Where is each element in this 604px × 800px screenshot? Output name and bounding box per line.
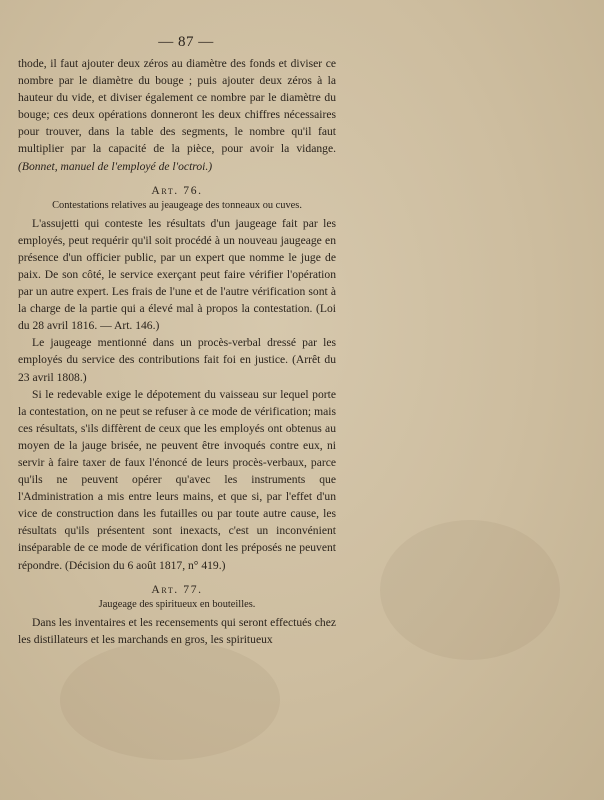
article-76-paragraph-3: Si le redevable exige le dépotement du vaisseau sur lequel porte la contestation, on ne peut se refuser à ce mode de vérification; mais ces résultats, s'ils diffèrent de ceux que les employés ont obtenus au moyen de la jauge brisée, ne peuvent être invoqués contre eux, ni servir à faire taxer de faux l'énoncé de leurs procès-verbaux, parce qu'ils ne peuvent opérer qu'avec les instruments que l'Administration a mis entre leurs mains, et que si, par l'effet d'un vice de construction dans les futailles ou par toute autre cause, les résultats qu'ils présentent sont inexacts, c'est un inconvénient inséparable de ce mode de vérification dont les préposés ne peuvent répondre. (Décision du 6 août 1817, n° 419.): [18, 387, 336, 572]
article-77-heading: Art. 77.: [151, 582, 203, 596]
paper-stain: [380, 520, 560, 660]
article-77-paragraph-1: Dans les inventaires et les recensements qui seront effectués chez les distillateurs et les marchands en gros, les spiritueux: [18, 615, 336, 646]
article-77-subtitle: Jaugeage des spiritueux en bouteilles.: [98, 598, 256, 610]
article-76-subtitle: Contestations relatives au jeaugeage des tonneaux ou cuves.: [52, 199, 302, 211]
article-76-heading: Art. 76.: [151, 183, 203, 197]
paper-stain: [60, 640, 280, 760]
article-76-paragraph-1: L'assujetti qui conteste les résultats d'un jaugeage fait par les employés, peut requérir qu'il soit procédé à un nouveau jaugeage en présence d'un officier public, par un expert que nomme le juge de paix. De son côté, le service exerçant peut faire vérifier l'opération par un autre expert. Les frais de l'une et de l'autre vérification sont à la charge de la partie qui a élevé mal à propos la contestation. (Loi du 28 avril 1816. — Art. 146.): [18, 216, 336, 333]
intro-text: thode, il faut ajouter deux zéros au diamètre des fonds et diviser ce nombre par le diamètre du bouge ; puis ajouter deux zéros à la hauteur du vide, et diviser également ce nombre par le diamètre du bouge; ces deux opérations donneront les deux chiffres nécessaires pour trouver, dans la table des segments, le nombre qu'il faut multiplier par la capacité de la pièce, pour avoir la vidange.: [18, 57, 336, 156]
article-76-paragraph-2: Le jaugeage mentionné dans un procès-verbal dressé par les employés du service des contributions fait foi en justice. (Arrêt du 23 avril 1808.): [18, 336, 336, 384]
intro-paragraph: [18, 55, 336, 175]
page-number: — 87 —: [158, 34, 214, 50]
page-text-column: [18, 34, 336, 648]
intro-citation: (Bonnet, manuel de l'employé de l'octroi.): [18, 159, 213, 173]
